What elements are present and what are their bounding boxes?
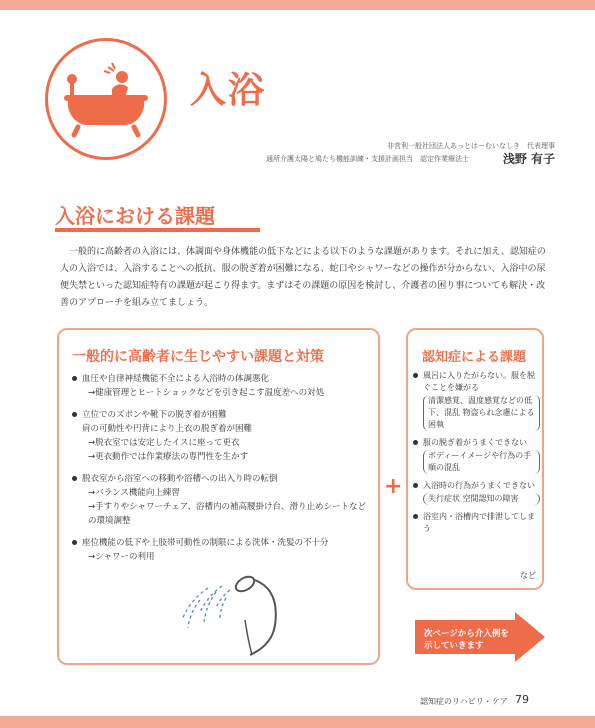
author-role: 通所介護太陽と鳩たち機能訓練・支援計画担当 認定作業療法士 xyxy=(266,155,469,163)
bathtub-icon xyxy=(45,38,167,160)
bullet-icon xyxy=(413,514,418,519)
next-page-text: 次ページから介入例を 示していきます xyxy=(424,629,509,651)
cause-bracket: 失行症状 空間認知の障害 xyxy=(423,493,540,505)
list-item: 立位でのズボンや靴下の脱ぎ着が困難 肩の可動性や円背により上衣の脱ぎ着が困難 →脱衣室では安定したイスに座って更衣 →更衣動作では作業療法の専門性を生かす xyxy=(70,408,370,464)
bullet-icon xyxy=(72,540,77,545)
dementia-issues-title: 認知症による課題 xyxy=(422,350,527,365)
bullet-icon xyxy=(72,476,77,481)
section-underline xyxy=(55,228,260,232)
list-item: 座位機能の低下や上肢帯可動性の制限による洗体・洗髪の不十分 →シャワーの利用 xyxy=(70,536,370,564)
page-number: 79 xyxy=(515,693,529,706)
list-item: 服の脱ぎ着がうまくできない ボディーイメージや行為の手順の混乱 xyxy=(412,437,540,474)
bullet-icon xyxy=(413,440,418,445)
section-title: 入浴における課題 xyxy=(55,204,215,228)
bullet-icon xyxy=(413,483,418,488)
bullet-icon xyxy=(72,376,77,381)
top-accent-bar xyxy=(0,0,595,10)
cause-bracket: 清潔感覚、温度感覚などの低下、混乱 物盗られ念慮による困執 xyxy=(423,395,540,431)
book-title: 認知症のリハビリ・ケア xyxy=(420,697,508,706)
bullet-icon xyxy=(413,373,418,378)
shower-head-icon xyxy=(160,570,300,660)
plus-icon: + xyxy=(384,474,403,499)
page-title: 入浴 xyxy=(190,70,267,111)
etc-label: など xyxy=(520,571,536,580)
dementia-issues-list xyxy=(412,370,540,541)
general-issues-title: 一般的に高齢者に生じやすい課題と対策 xyxy=(72,349,324,365)
list-item: 入浴時の行為がうまくできない 失行症状 空間認知の障害 xyxy=(412,480,540,505)
intro-paragraph: 一般的に高齢者の入浴には、体調面や身体機能の低下などによる以下のような課題があります。それに加え、認知症の人の入浴では、入浴することへの抵抗、服の脱ぎ着が困難になる、蛇口やシャワーなどの操作が分からない、入浴中の尿便失禁といった認知症特有の課題が起こり得ます。まずはその課題の原因を検討し、介護者の困り事についても解決・改善のアプローチを組み立てましょう。 xyxy=(60,247,546,308)
author-org: 非営利一般社団法人あっとはーむいなしき 代表理事 xyxy=(387,142,555,150)
list-item: 血圧や自律神経機能不全による入浴時の体調悪化 →健康管理とヒートショックなどを引き起こす温度差への対処 xyxy=(70,372,370,400)
bottom-accent-bar xyxy=(0,716,595,728)
bullet-icon xyxy=(72,412,77,417)
author-name: 浅野 有子 xyxy=(502,152,555,166)
general-issues-list xyxy=(70,372,370,572)
list-item: 風呂に入りたがらない。服を脱ぐことを嫌がる 清潔感覚、温度感覚などの低下、混乱 物盗られ念慮による困執 xyxy=(412,370,540,431)
cause-bracket: ボディーイメージや行為の手順の混乱 xyxy=(423,450,540,474)
list-item: 脱衣室から浴室への移動や浴槽への出入り時の転倒 →バランス機能向上練習 →手すりやシャワーチェア、浴槽内の補高腰掛け台、滑り止めシートなどの環境調整 xyxy=(70,472,370,528)
list-item: 浴室内・浴槽内で排泄してしまう xyxy=(412,511,540,535)
